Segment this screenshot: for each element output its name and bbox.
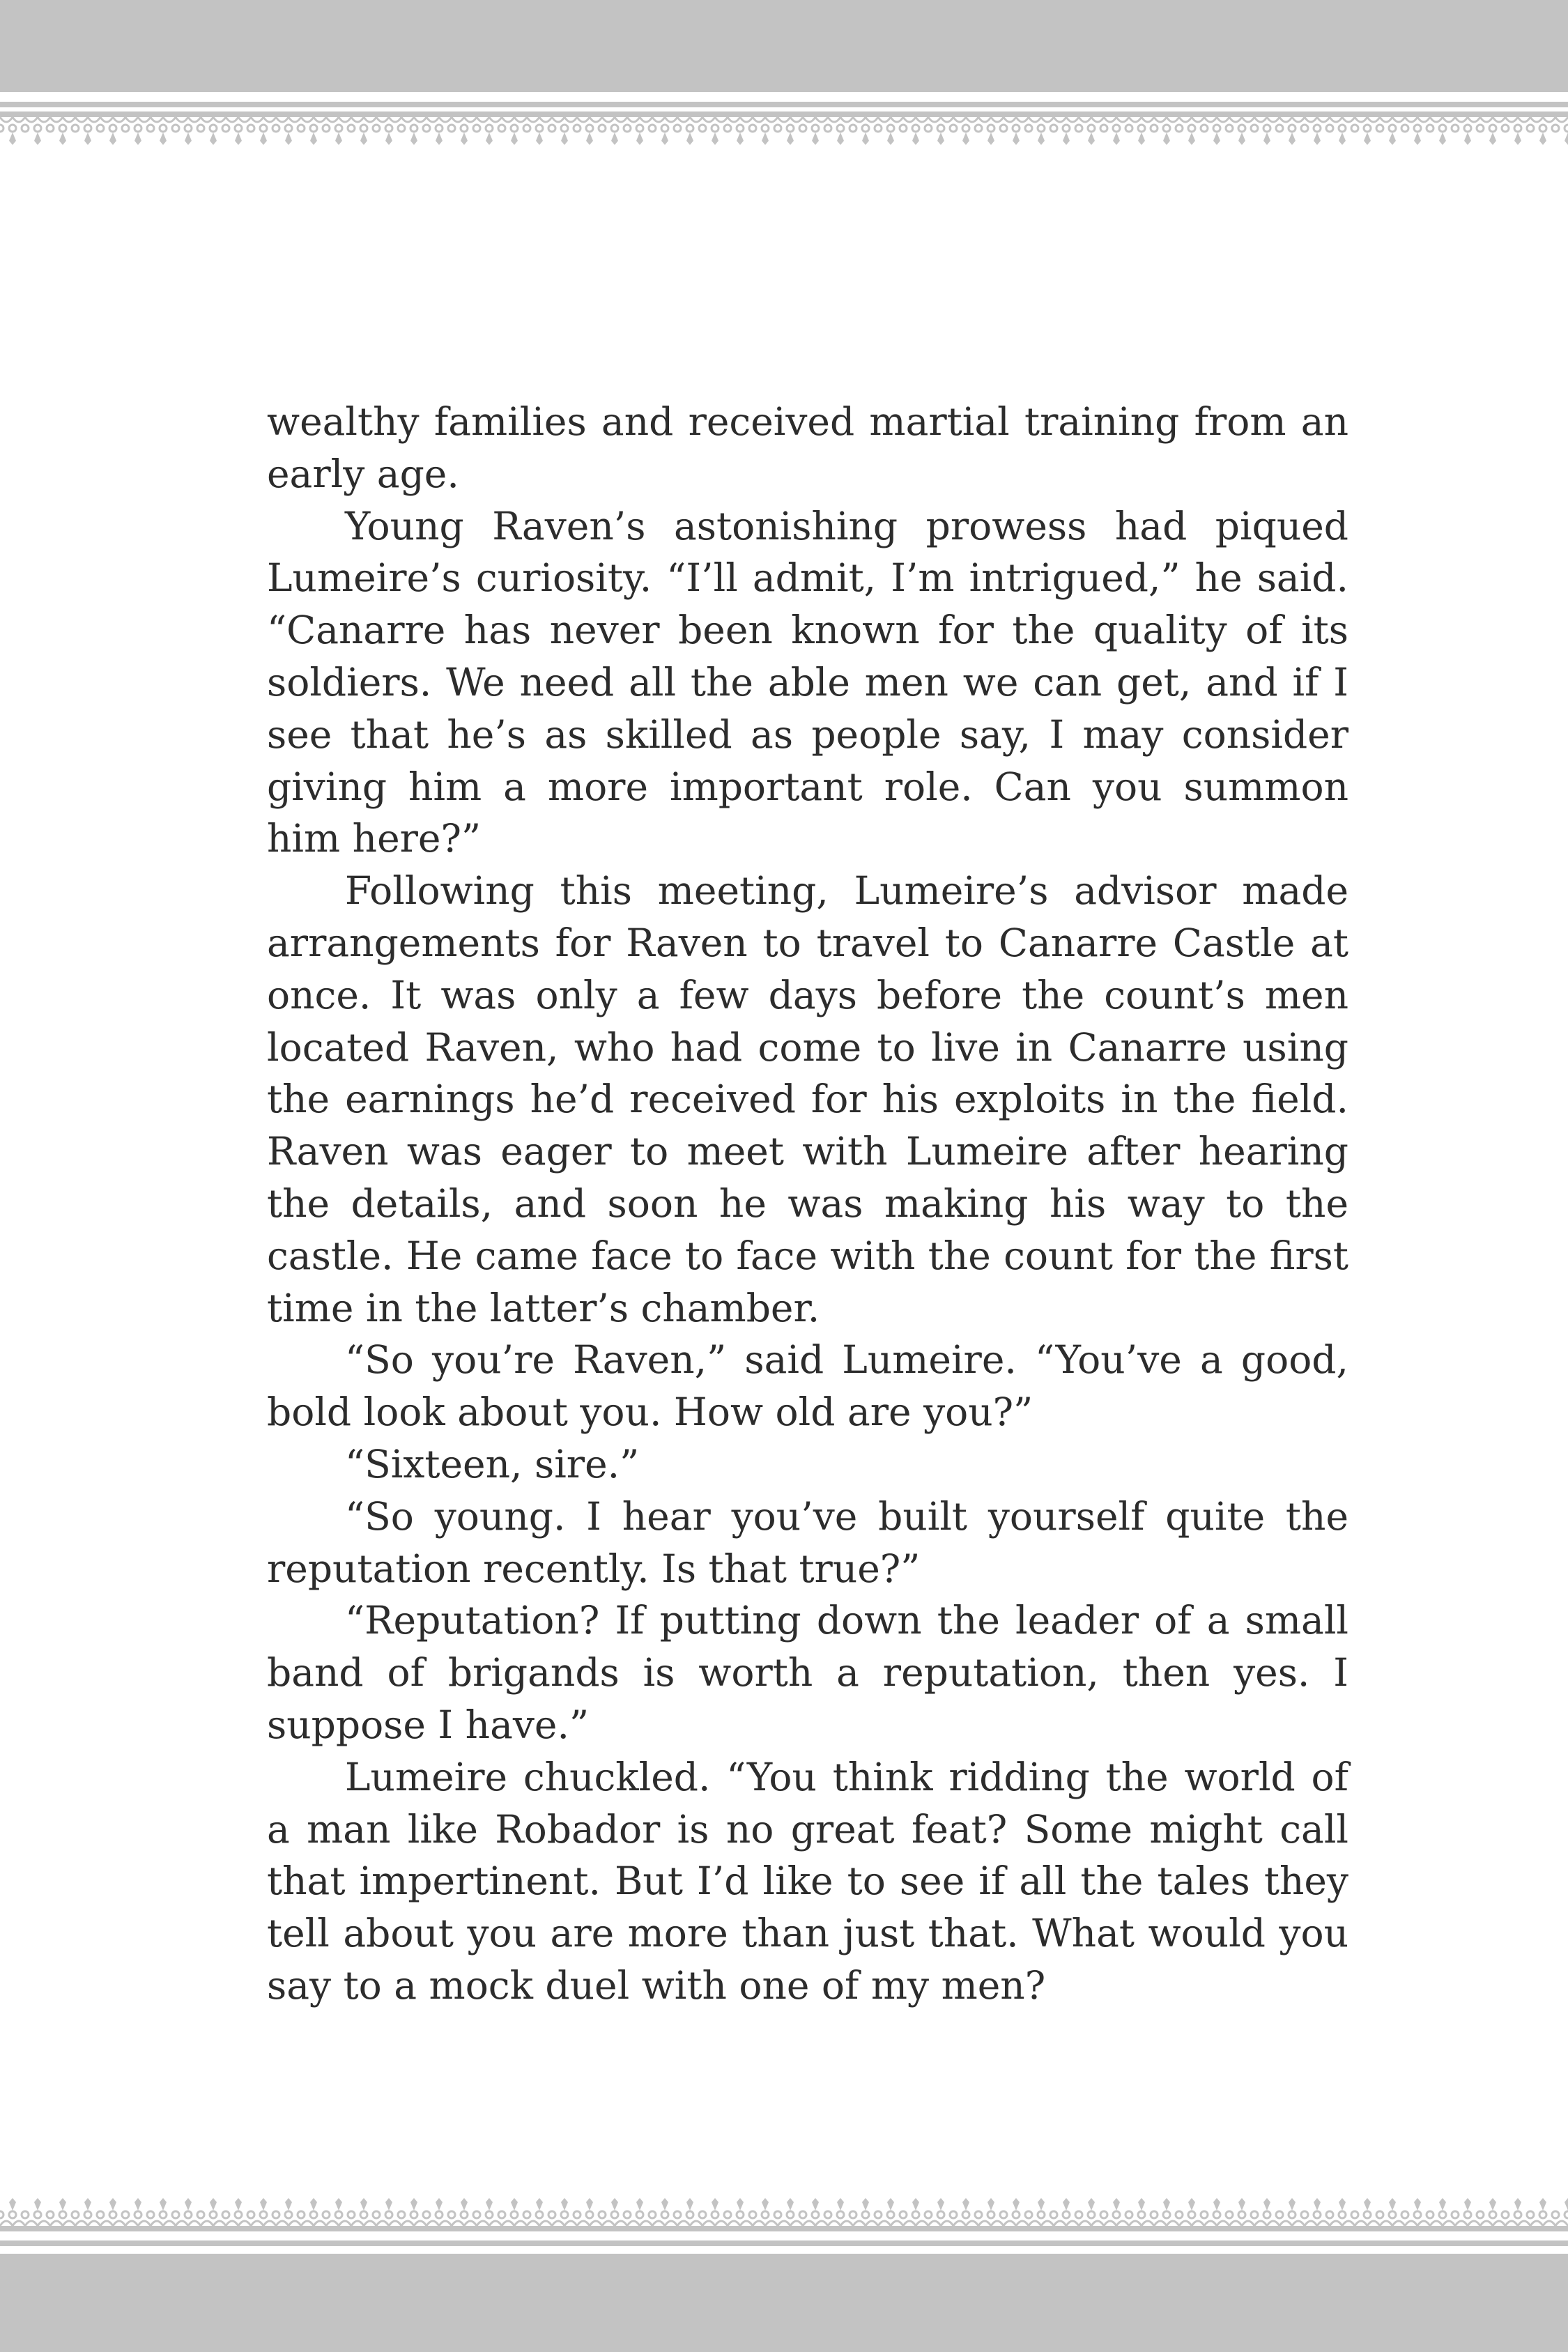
paragraph-2: Young Raven’s astonishing prowess had piqued Lumeire’s curiosity. “I’ll admit, I’m intrigued,” he said. “Canarre has never been known for the quality of its soldiers. We need all the able men we can get, and if I see that he’s as skilled as people say, I may consider giving him a more important role. Can you summon him here?” <box>267 503 1348 861</box>
paragraph-6: “So young. I hear you’ve built yourself quite the reputation recently. Is that true?” <box>267 1493 1348 1591</box>
top-gray-band <box>0 0 1568 92</box>
body-text <box>267 396 1348 2012</box>
top-rule <box>0 102 1568 107</box>
paragraph-5: “Sixteen, sire.” <box>345 1441 640 1486</box>
paragraph-8: Lumeire chuckled. “You think ridding the world of a man like Robador is no great feat? Some might call that impertinent. But I’d like to see if all the tales they tell about you are more than just that. What would you say to a mock duel with one of my men? <box>267 1754 1348 2008</box>
bottom-gray-band <box>0 2254 1568 2352</box>
bottom-ornament-border <box>0 2195 1568 2231</box>
top-ornament-border <box>0 112 1568 148</box>
bottom-rule <box>0 2240 1568 2246</box>
paragraph-3: Following this meeting, Lumeire’s advisor made arrangements for Raven to travel to Canarre Castle at once. It was only a few days before the count’s men located Raven, who had come to live in Canarre using the earnings he’d received for his exploits in the field. Raven was eager to meet with Lumeire after hearing the details, and soon he was making his way to the castle. He came face to face with the count for the first time in the latter’s chamber. <box>267 868 1348 1330</box>
paragraph-1: wealthy families and received martial training from an early age. <box>267 399 1348 496</box>
paragraph-7: “Reputation? If putting down the leader of a small band of brigands is worth a reputation, then yes. I suppose I have.” <box>267 1598 1348 1747</box>
paragraph-4: “So you’re Raven,” said Lumeire. “You’ve a good, bold look about you. How old are you?” <box>267 1337 1348 1435</box>
